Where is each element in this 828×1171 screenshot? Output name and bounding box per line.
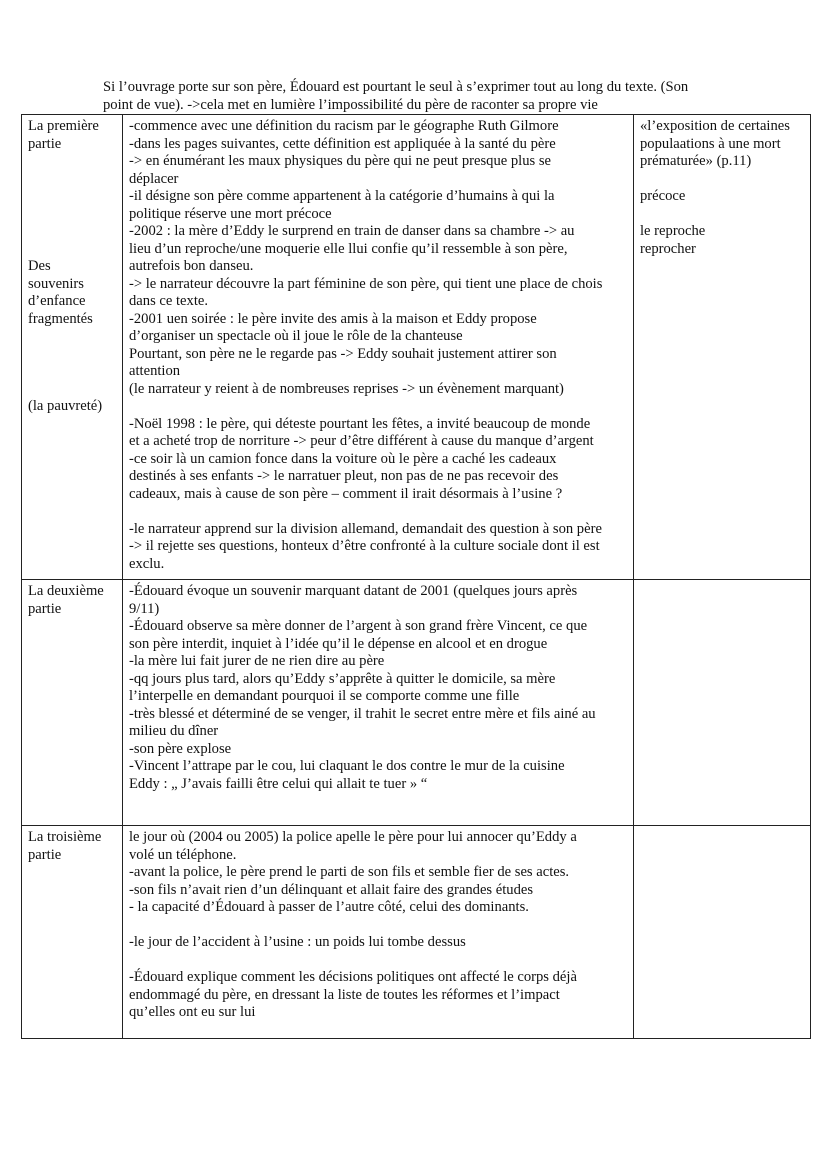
section-label: La première	[28, 118, 99, 134]
content-line: déplacer	[129, 170, 179, 187]
note-line: «l’exposition de certaines	[640, 118, 790, 134]
note-line: reprocher	[640, 240, 696, 257]
content-line: Eddy : „ J’avais failli être celui qui allait te tuer » “	[129, 775, 428, 792]
content-line: -dans les pages suivantes, cette définition est appliquée à la santé du père	[129, 135, 556, 152]
content-line: -son père explose	[129, 740, 232, 757]
content-line: volé un téléphone.	[129, 846, 237, 863]
theme-label: souvenirs	[28, 275, 84, 292]
content-line: -Édouard observe sa mère donner de l’argent à son grand frère Vincent, ce que	[129, 618, 588, 634]
intro-line: Si l’ouvrage porte sur son père, Édouard est pourtant le seul à s’exprimer tout au long du texte. (Son	[103, 79, 689, 95]
content-cell	[123, 826, 634, 1039]
section-label: La deuxième	[28, 583, 104, 599]
content-line: Pourtant, son père ne le regarde pas -> Eddy souhait justement attirer son	[129, 345, 557, 362]
section-label: partie	[28, 600, 62, 617]
theme-label: Des	[28, 258, 51, 274]
content-line: exclu.	[129, 555, 165, 572]
content-line: -très blessé et déterminé de se venger, il trahit le secret entre mère et fils ainé au	[129, 705, 596, 722]
content-line: -Édouard explique comment les décisions politiques ont affecté le corps déjà	[129, 969, 577, 985]
section-label-cell	[22, 115, 123, 580]
content-line: politique réserve une mort précoce	[129, 205, 332, 222]
content-line: milieu du dîner	[129, 723, 219, 739]
content-cell	[123, 580, 634, 826]
content-line: - la capacité d’Édouard à passer de l’autre côté, celui des dominants.	[129, 899, 529, 915]
content-line: -2002 : la mère d’Eddy le surprend en train de danser dans sa chambre -> au	[129, 223, 575, 239]
content-line: l’interpelle en demandant pourquoi il se comporte comme une fille	[129, 688, 520, 704]
intro-line: point de vue). ->cela met en lumière l’impossibilité du père de raconter sa propre vie	[103, 96, 598, 113]
intro-paragraph	[103, 79, 743, 114]
content-line: dans ce texte.	[129, 293, 209, 309]
notes-cell	[634, 115, 811, 580]
content-line: -le jour de l’accident à l’usine : un poids lui tombe dessus	[129, 934, 466, 950]
section-label-cell	[22, 580, 123, 826]
content-line: -ce soir là un camion fonce dans la voiture où le père a caché les cadeaux	[129, 450, 557, 467]
content-line: -il désigne son père comme appartenent à la catégorie d’humains à qui la	[129, 188, 555, 204]
content-line: -la mère lui fait jurer de ne rien dire au père	[129, 653, 385, 669]
content-line: cadeaux, mais à cause de son père – comment il irait désormais à l’usine ?	[129, 485, 563, 502]
section-label: La troisième	[28, 829, 102, 845]
content-line: attention	[129, 363, 181, 379]
content-line: son père interdit, inquiet à l’idée qu’il le dépense en alcool et en drogue	[129, 635, 548, 652]
note-line: le reproche	[640, 223, 706, 239]
table-row	[22, 826, 811, 1039]
theme-label: fragmentés	[28, 310, 93, 327]
section-label: partie	[28, 135, 62, 152]
content-line: -> le narrateur découvre la part féminine de son père, qui tient une place de chois	[129, 275, 603, 292]
content-line: -avant la police, le père prend le parti de son fils et semble fier de ses actes.	[129, 864, 570, 880]
table-row	[22, 580, 811, 826]
content-line: -commence avec une définition du racism par le géographe Ruth Gilmore	[129, 118, 559, 134]
note-line: populaations à une mort	[640, 135, 781, 152]
content-line: lieu d’un reproche/une moquerie elle llui confie qu’il ressemble à son père,	[129, 240, 568, 257]
content-line: -Noël 1998 : le père, qui déteste pourtant les fêtes, a invité beaucoup de monde	[129, 415, 591, 432]
content-line: le jour où (2004 ou 2005) la police apelle le père pour lui annocer qu’Eddy a	[129, 829, 577, 845]
content-line: destinés à ses enfants -> le narratuer pleut, non pas de ne pas recevoir des	[129, 468, 559, 484]
content-cell	[123, 115, 634, 580]
notes-table	[21, 114, 811, 1039]
theme-label: (la pauvreté)	[28, 398, 103, 414]
content-line: -2001 uen soirée : le père invite des amis à la maison et Eddy propose	[129, 310, 537, 327]
notes-cell	[634, 826, 811, 1039]
content-line: autrefois bon danseu.	[129, 258, 254, 274]
content-line: endommagé du père, en dressant la liste de toutes les réformes et l’impact	[129, 986, 560, 1003]
section-label-cell	[22, 826, 123, 1039]
content-line: -> il rejette ses questions, honteux d’être confronté à la culture sociale dont il est	[129, 538, 600, 554]
content-line: d’organiser un spectacle où il joue le rôle de la chanteuse	[129, 328, 463, 344]
note-line: prématurée» (p.11)	[640, 153, 752, 169]
content-line: -Édouard évoque un souvenir marquant datant de 2001 (quelques jours après	[129, 583, 578, 599]
content-line: 9/11)	[129, 600, 160, 617]
content-line: -le narrateur apprend sur la division allemand, demandait des question à son père	[129, 520, 602, 537]
notes-cell	[634, 580, 811, 826]
content-line: -son fils n’avait rien d’un délinquant et allait faire des grandes études	[129, 881, 534, 898]
content-line: -qq jours plus tard, alors qu’Eddy s’apprête à quitter le domicile, sa mère	[129, 670, 556, 687]
section-label: partie	[28, 846, 62, 863]
theme-label: d’enfance	[28, 293, 86, 309]
table-row	[22, 115, 811, 580]
content-line: -> en énumérant les maux physiques du père qui ne peut presque plus se	[129, 153, 552, 169]
content-line: et a acheté trop de norriture -> peur d’être différent à cause du manque d’argent	[129, 433, 594, 449]
content-line: qu’elles ont eu sur lui	[129, 1004, 256, 1020]
content-line: -Vincent l’attrape par le cou, lui claquant le dos contre le mur de la cuisine	[129, 758, 565, 774]
note-line: précoce	[640, 188, 686, 204]
content-line: (le narrateur y reient à de nombreuses reprises -> un évènement marquant)	[129, 380, 564, 397]
